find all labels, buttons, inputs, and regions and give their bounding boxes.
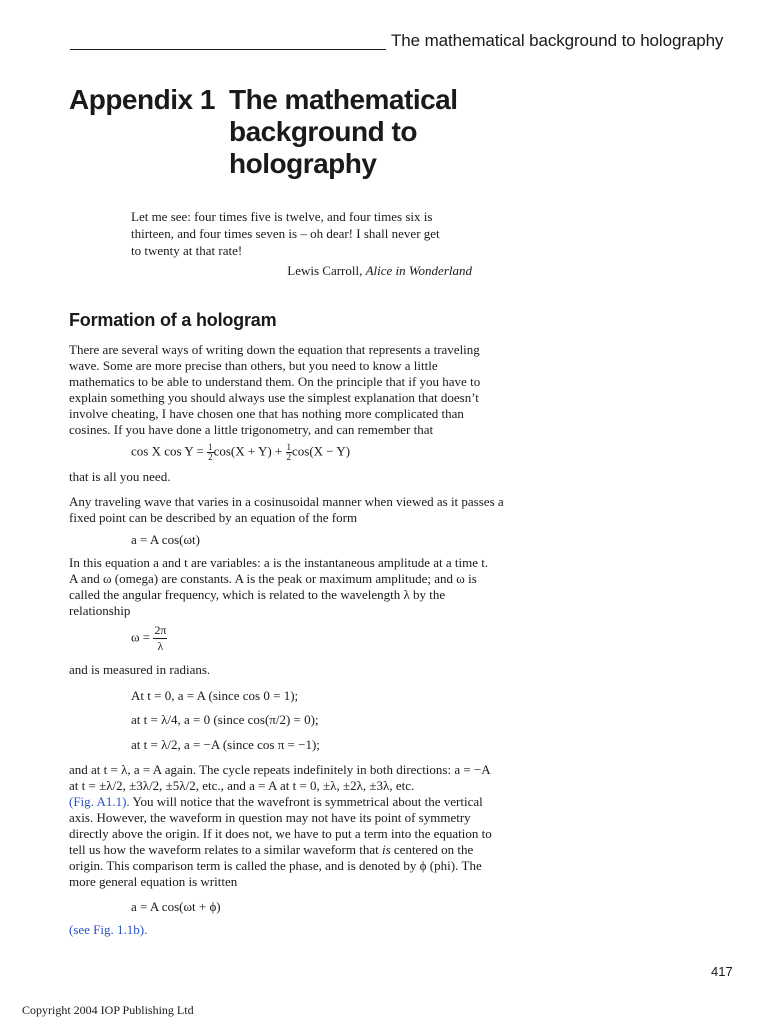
equation-part: cos(X − Y) bbox=[292, 443, 351, 459]
epigraph-line: to twenty at that rate! bbox=[131, 243, 243, 258]
paragraph-line: called the angular frequency, which is related to the wavelength λ by the bbox=[69, 587, 446, 602]
epigraph-attribution bbox=[131, 263, 472, 279]
case-line: At t = 0, a = A (since cos 0 = 1); bbox=[131, 688, 299, 703]
paragraph-line: explain something you should always use the simplest explanation that doesn’t bbox=[69, 390, 479, 405]
chapter-label: Appendix 1 bbox=[69, 84, 215, 115]
paragraph-line: origin. This comparison term is called the phase, and is denoted by ϕ (phi). The bbox=[69, 858, 482, 873]
paragraph-line: fixed point can be described by an equation of the form bbox=[69, 510, 358, 525]
equation-angular-frequency bbox=[131, 624, 167, 653]
case-line: at t = λ/4, a = 0 (since cos(π/2) = 0); bbox=[131, 712, 319, 727]
line-text: You will notice that the wavefront is symmetrical about the vertical bbox=[129, 794, 483, 809]
line-text: tell us how the waveform relates to a similar waveform that bbox=[69, 842, 382, 857]
header-rule bbox=[70, 49, 386, 50]
fraction-denominator: λ bbox=[157, 639, 164, 654]
equation-product-to-sum bbox=[131, 443, 350, 462]
paragraph-line bbox=[69, 842, 473, 858]
paragraph-line: axis. However, the waveform in question may not have its point of symmetry bbox=[69, 810, 471, 825]
fraction-numerator: 1 bbox=[208, 442, 213, 452]
epigraph-work: Alice in Wonderland bbox=[365, 263, 472, 278]
paragraph-line bbox=[69, 794, 483, 810]
paragraph-line: Any traveling wave that varies in a cosinusoidal manner when viewed as it passes a bbox=[69, 494, 504, 509]
paragraph-line: relationship bbox=[69, 603, 131, 618]
chapter-title bbox=[229, 84, 458, 180]
paragraph-line: that is all you need. bbox=[69, 469, 171, 484]
epigraph-line: Let me see: four times five is twelve, and four times six is bbox=[131, 209, 433, 224]
copyright-notice: Copyright 2004 IOP Publishing Ltd bbox=[22, 1003, 194, 1017]
page-number: 417 bbox=[711, 964, 733, 979]
equation-part: cos X cos Y = bbox=[131, 443, 208, 459]
equation-wave-phase: a = A cos(ωt + ϕ) bbox=[131, 899, 221, 914]
fraction-denominator: 2 bbox=[208, 452, 213, 462]
epigraph bbox=[131, 208, 491, 259]
section-heading: Formation of a hologram bbox=[69, 310, 277, 330]
chapter-title-line: holography bbox=[229, 148, 377, 179]
paragraph-line: There are several ways of writing down the equation that represents a traveling bbox=[69, 342, 480, 357]
equation-wave: a = A cos(ωt) bbox=[131, 532, 200, 547]
epigraph-line: thirteen, and four times seven is – oh dear! I shall never get bbox=[131, 226, 440, 241]
chapter-title-line: background to bbox=[229, 116, 417, 147]
fraction-denominator: 2 bbox=[286, 452, 292, 462]
paragraph-line: involve cheating, I have chosen one that has nothing more complicated than bbox=[69, 406, 464, 421]
running-head: The mathematical background to holography bbox=[391, 31, 724, 50]
chapter-title-line: The mathematical bbox=[229, 84, 458, 115]
epigraph-author: Lewis Carroll, bbox=[287, 263, 366, 278]
equation-part: ω = bbox=[131, 629, 154, 645]
emphasis: is bbox=[381, 842, 391, 857]
paragraph-line: directly above the origin. If it does not, we have to put a term into the equation to bbox=[69, 826, 492, 841]
paragraph-line: more general equation is written bbox=[69, 874, 238, 889]
paragraph-line: and at t = λ, a = A again. The cycle repeats indefinitely in both directions: a = −A bbox=[69, 762, 491, 777]
figure-link[interactable]: (Fig. A1.1). bbox=[69, 794, 130, 809]
paragraph-line: A and ω (omega) are constants. A is the peak or maximum amplitude; and ω is bbox=[69, 571, 477, 586]
equation-part: cos(X + Y) + bbox=[213, 443, 286, 459]
paragraph-line: at t = ±λ/2, ±3λ/2, ±5λ/2, etc., and a = A at t = 0, ±λ, ±2λ, ±3λ, etc. bbox=[69, 778, 415, 793]
fraction-numerator: 2π bbox=[153, 624, 167, 639]
fraction-two-pi-over-lambda bbox=[153, 624, 167, 653]
paragraph-line: In this equation a and t are variables: a is the instantaneous amplitude at a time t. bbox=[69, 555, 489, 570]
fraction-numerator: 1 bbox=[286, 442, 292, 452]
line-text: centered on the bbox=[390, 842, 474, 857]
paragraph-line: and is measured in radians. bbox=[69, 662, 211, 677]
paragraph-line: mathematics to be able to understand them. On the principle that if you have to bbox=[69, 374, 481, 389]
see-figure-link[interactable]: (see Fig. 1.1b). bbox=[69, 922, 148, 937]
paragraph-line: cosines. If you have done a little trigonometry, and can remember that bbox=[69, 422, 434, 437]
case-line: at t = λ/2, a = −A (since cos π = −1); bbox=[131, 737, 320, 752]
paragraph-line: wave. Some are more precise than others, but you need to know a little bbox=[69, 358, 438, 373]
